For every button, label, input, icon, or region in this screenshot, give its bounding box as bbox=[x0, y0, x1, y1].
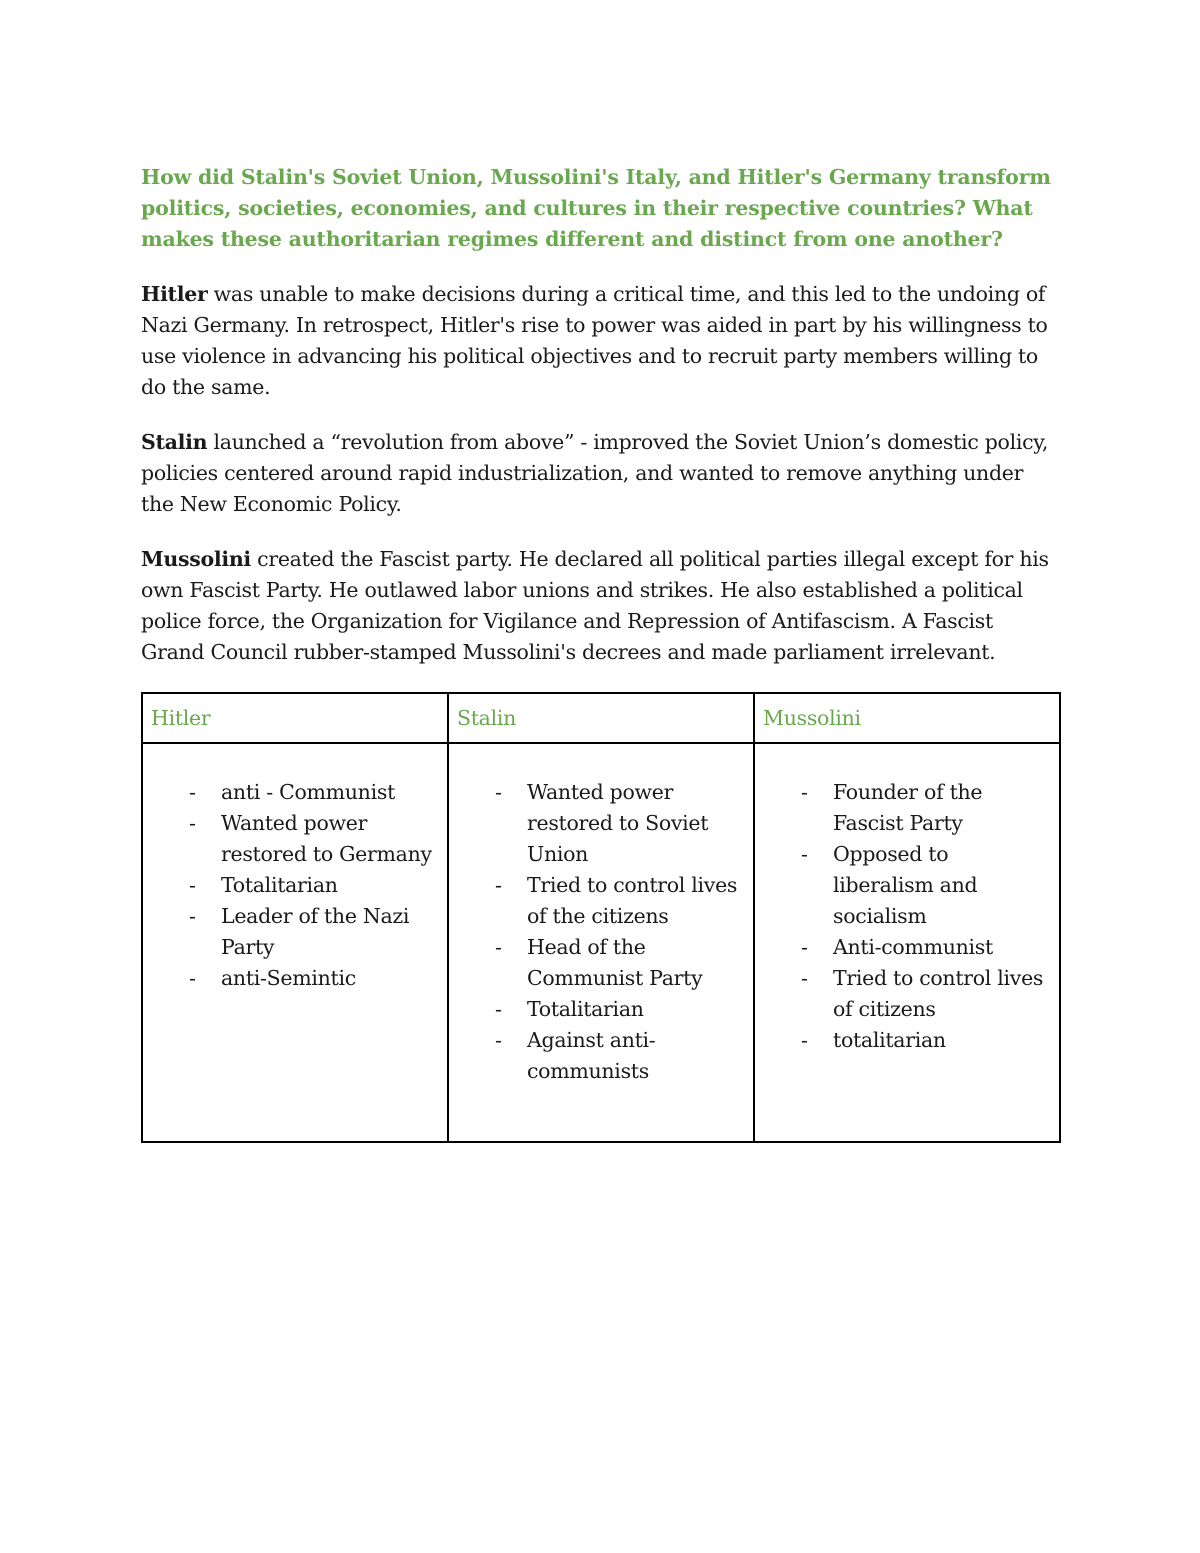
dash-bullet: - bbox=[495, 873, 502, 897]
stalin-traits-list bbox=[459, 777, 743, 1087]
list-item bbox=[459, 870, 743, 932]
table-header-hitler: Hitler bbox=[142, 693, 448, 743]
dash-bullet: - bbox=[189, 904, 196, 928]
list-item-text: Head of the Communist Party bbox=[527, 935, 703, 990]
list-item-text: Against anti-communists bbox=[527, 1028, 656, 1083]
hitler-traits-list bbox=[153, 777, 437, 994]
list-item bbox=[153, 777, 437, 808]
paragraph-hitler-text: was unable to make decisions during a critical time, and this led to the undoing of Nazi Germany. In retrospect, Hitler's rise to power was aided in part by his willingness to use violence in advancing his political objectives and to recruit party members willing to do the same. bbox=[141, 282, 1048, 399]
comparison-table bbox=[141, 692, 1061, 1143]
table-header-row bbox=[142, 693, 1060, 743]
dash-bullet: - bbox=[495, 780, 502, 804]
dash-bullet: - bbox=[189, 780, 196, 804]
list-item-text: Wanted power restored to Soviet Union bbox=[527, 780, 709, 866]
paragraph-hitler-name: Hitler bbox=[141, 282, 208, 306]
paragraph-mussolini-text: created the Fascist party. He declared all political parties illegal except for his own Fascist Party. He outlawed labor unions and strikes. He also established a political police force, the Organization for Vigilance and Repression of Antifascism. A Fascist Grand Council rubber-stamped Mussolini's decrees and made parliament irrelevant. bbox=[141, 547, 1049, 664]
mussolini-traits-list bbox=[765, 777, 1049, 1056]
paragraph-hitler bbox=[141, 279, 1061, 403]
dash-bullet: - bbox=[495, 997, 502, 1021]
dash-bullet: - bbox=[495, 1028, 502, 1052]
list-item bbox=[765, 963, 1049, 1025]
list-item-text: anti-Semintic bbox=[221, 966, 356, 990]
document-page bbox=[141, 162, 1061, 1143]
table-cell-stalin bbox=[448, 743, 754, 1142]
dash-bullet: - bbox=[801, 780, 808, 804]
dash-bullet: - bbox=[801, 1028, 808, 1052]
table-header-mussolini: Mussolini bbox=[754, 693, 1060, 743]
list-item-text: Tried to control lives of citizens bbox=[833, 966, 1044, 1021]
table-cell-mussolini bbox=[754, 743, 1060, 1142]
list-item bbox=[153, 808, 437, 870]
paragraph-stalin bbox=[141, 427, 1061, 520]
list-item bbox=[765, 777, 1049, 839]
list-item-text: Totalitarian bbox=[221, 873, 338, 897]
list-item-text: Opposed to liberalism and socialism bbox=[833, 842, 978, 928]
dash-bullet: - bbox=[801, 966, 808, 990]
essay-question: How did Stalin's Soviet Union, Mussolini's Italy, and Hitler's Germany transform politics, societies, economies, and cultures in their respective countries? What makes these authoritarian regimes different and distinct from one another? bbox=[141, 165, 1051, 251]
dash-bullet: - bbox=[495, 935, 502, 959]
list-item-text: Wanted power restored to Germany bbox=[221, 811, 432, 866]
list-item-text: Totalitarian bbox=[527, 997, 644, 1021]
dash-bullet: - bbox=[189, 873, 196, 897]
list-item-text: totalitarian bbox=[833, 1028, 946, 1052]
list-item bbox=[765, 1025, 1049, 1056]
list-item-text: Founder of the Fascist Party bbox=[833, 780, 983, 835]
paragraph-stalin-text: launched a “revolution from above” - improved the Soviet Union’s domestic policy, policies centered around rapid industrialization, and wanted to remove anything under the New Economic Policy. bbox=[141, 430, 1049, 516]
list-item-text: anti - Communist bbox=[221, 780, 396, 804]
dash-bullet: - bbox=[801, 935, 808, 959]
list-item-text: Leader of the Nazi Party bbox=[221, 904, 410, 959]
paragraph-mussolini-name: Mussolini bbox=[141, 547, 251, 571]
paragraph-stalin-name: Stalin bbox=[141, 430, 208, 454]
list-item bbox=[459, 1025, 743, 1087]
table-cell-hitler bbox=[142, 743, 448, 1142]
table-body-row bbox=[142, 743, 1060, 1142]
list-item bbox=[153, 901, 437, 963]
dash-bullet: - bbox=[189, 966, 196, 990]
list-item-text: Tried to control lives of the citizens bbox=[527, 873, 738, 928]
table-header-stalin: Stalin bbox=[448, 693, 754, 743]
list-item bbox=[153, 963, 437, 994]
list-item-text: Anti-communist bbox=[833, 935, 993, 959]
list-item bbox=[765, 932, 1049, 963]
list-item bbox=[459, 994, 743, 1025]
dash-bullet: - bbox=[189, 811, 196, 835]
list-item bbox=[459, 777, 743, 870]
list-item bbox=[765, 839, 1049, 932]
paragraph-mussolini bbox=[141, 544, 1061, 668]
list-item bbox=[153, 870, 437, 901]
list-item bbox=[459, 932, 743, 994]
dash-bullet: - bbox=[801, 842, 808, 866]
